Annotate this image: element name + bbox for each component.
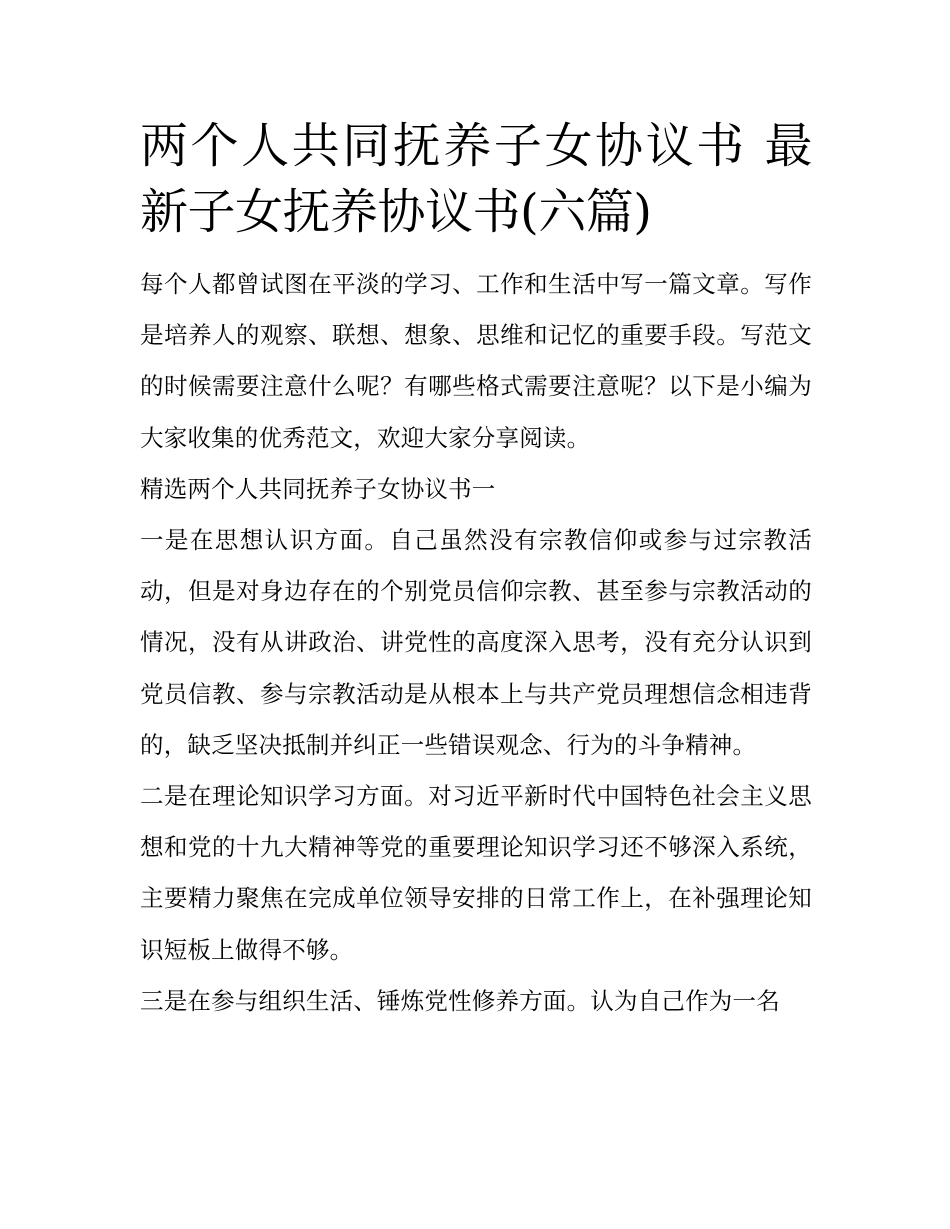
body-paragraph: 三是在参与组织生活、锤炼党性修养方面。认为自己作为一名 <box>140 986 780 1015</box>
body-paragraph: 二是在理论知识学习方面。对习近平新时代中国特色社会主义思想和党的十九大精神等党的重要理论知识学习还不够深入系统，主要精力聚焦在完成单位领导安排的日常工作上，在补强理论知识短板上做得不够。 <box>140 782 812 964</box>
intro-paragraph: 每个人都曾试图在平淡的学习、工作和生活中写一篇文章。写作是培养人的观察、联想、想象、思维和记忆的重要手段。写范文的时候需要注意什么呢？有哪些格式需要注意呢？以下是小编为大家收集的优秀范文，欢迎大家分享阅读。 <box>140 270 812 452</box>
section-heading: 精选两个人共同抚养子女协议书一 <box>140 474 496 503</box>
body-paragraph: 一是在思想认识方面。自己虽然没有宗教信仰或参与过宗教活动，但是对身边存在的个别党员信仰宗教、甚至参与宗教活动的情况，没有从讲政治、讲党性的高度深入思考，没有充分认识到党员信教、参与宗教活动是从根本上与共产党员理想信念相违背的，缺乏坚决抵制并纠正一些错误观念、行为的斗争精神。 <box>140 526 812 759</box>
document-title: 两个人共同抚养子女协议书 最新子女抚养协议书(六篇) <box>140 118 812 240</box>
document-page <box>140 113 812 1027</box>
